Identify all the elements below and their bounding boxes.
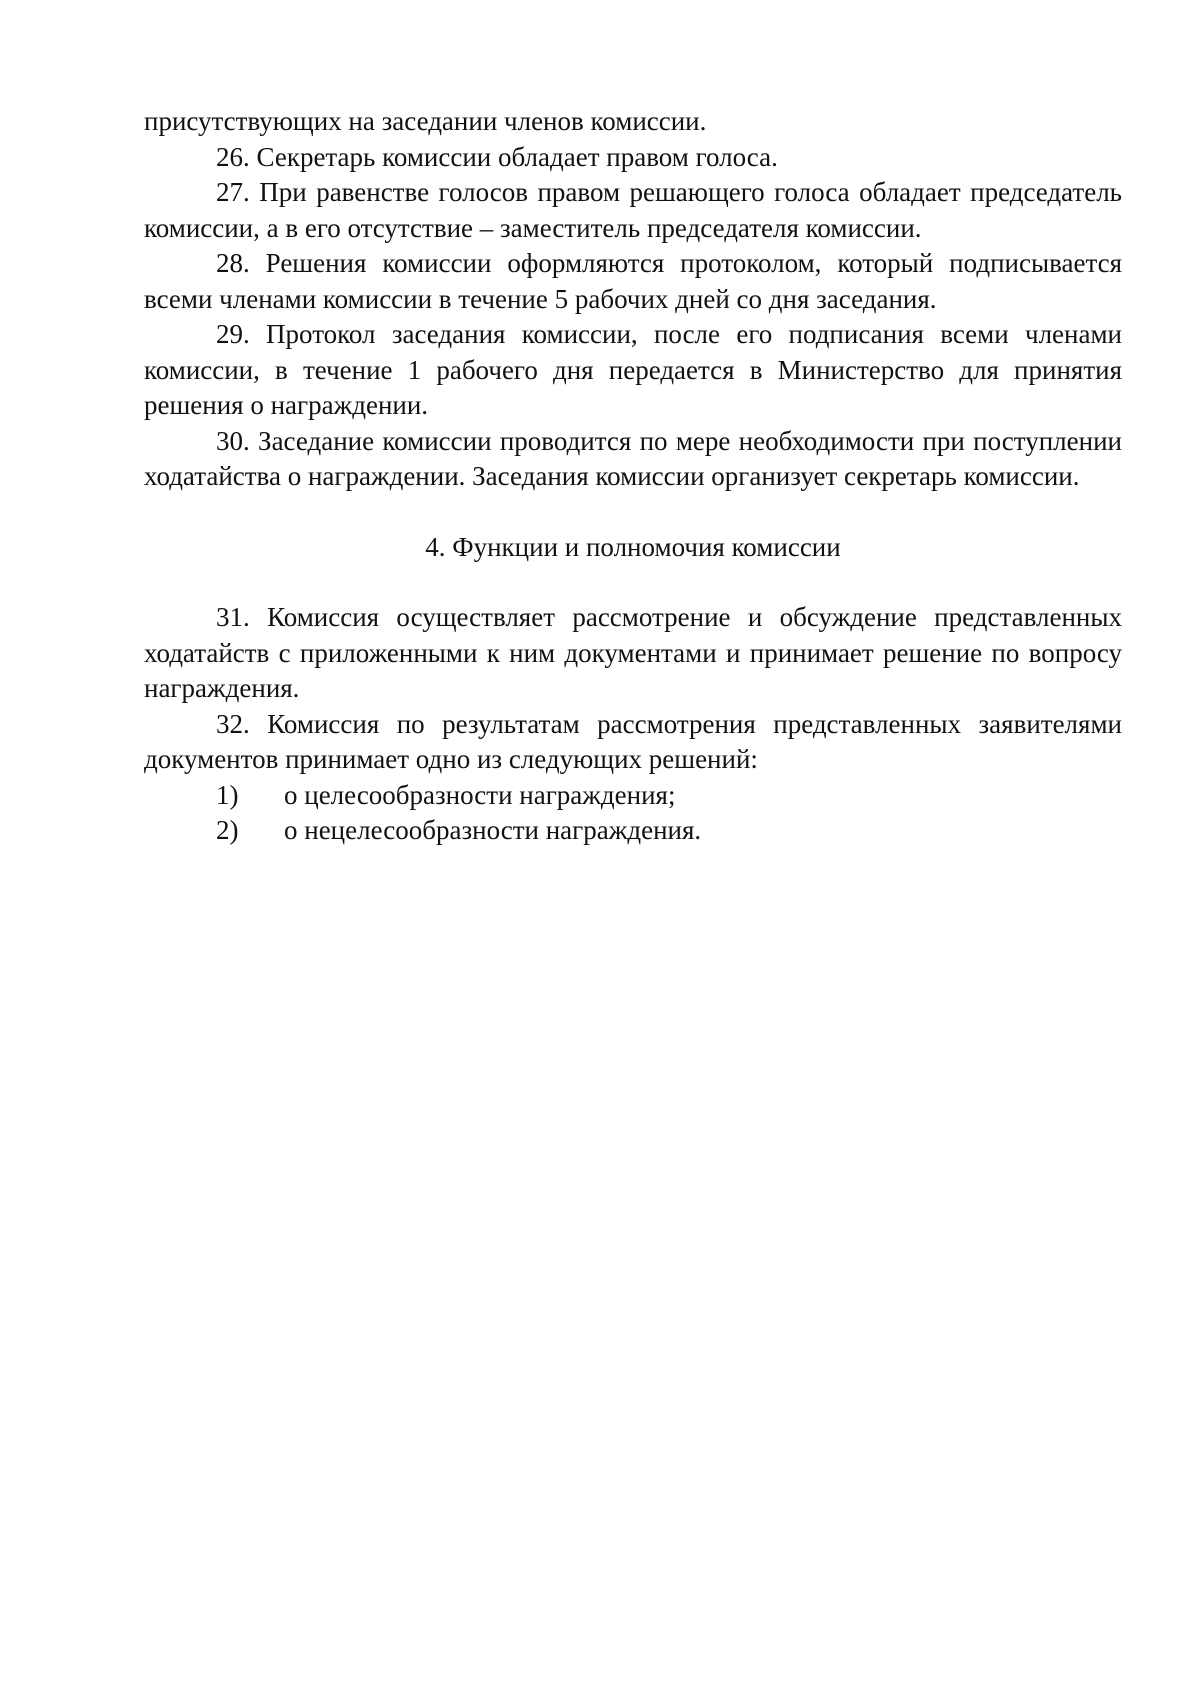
section-heading: 4. Функции и полномочия комиссии bbox=[425, 531, 841, 562]
paragraph-30: 30. Заседание комиссии проводится по мере необходимости при поступлении ходатайства о награждении. Заседания комиссии организует секретарь комиссии. bbox=[144, 425, 1122, 491]
document-body bbox=[144, 104, 1122, 849]
paragraph-continuation: присутствующих на заседании членов комиссии. bbox=[144, 106, 707, 136]
paragraph-28: 28. Решения комиссии оформляются протоколом, который подписывается всеми членами комиссии в течение 5 рабочих дней со дня заседания. bbox=[144, 248, 1122, 314]
list-item-text: о нецелесообразности награждения. bbox=[284, 815, 702, 845]
list-item bbox=[144, 813, 1122, 849]
paragraph-27: 27. При равенстве голосов правом решающего голоса обладает председатель комиссии, а в его отсутствие – заместитель председателя комиссии. bbox=[144, 177, 1122, 243]
list-item-number: 1) bbox=[216, 779, 239, 810]
paragraph-32: 32. Комиссия по результатам рассмотрения представленных заявителями документов принимает одно из следующих решений: bbox=[144, 708, 1122, 774]
paragraph-26: 26. Секретарь комиссии обладает правом голоса. bbox=[216, 141, 778, 172]
list-item-number: 2) bbox=[216, 815, 239, 845]
list-item bbox=[144, 778, 1122, 814]
list-item-text: о целесообразности награждения; bbox=[284, 779, 676, 810]
paragraph-29: 29. Протокол заседания комиссии, после его подписания всеми членами комиссии, в течение 1 рабочего дня передается в Министерство для принятия решения о награждении. bbox=[144, 319, 1122, 420]
paragraph-31: 31. Комиссия осуществляет рассмотрение и обсуждение представленных ходатайств с приложенными к ним документами и принимает решение по вопросу награждения. bbox=[144, 602, 1122, 703]
